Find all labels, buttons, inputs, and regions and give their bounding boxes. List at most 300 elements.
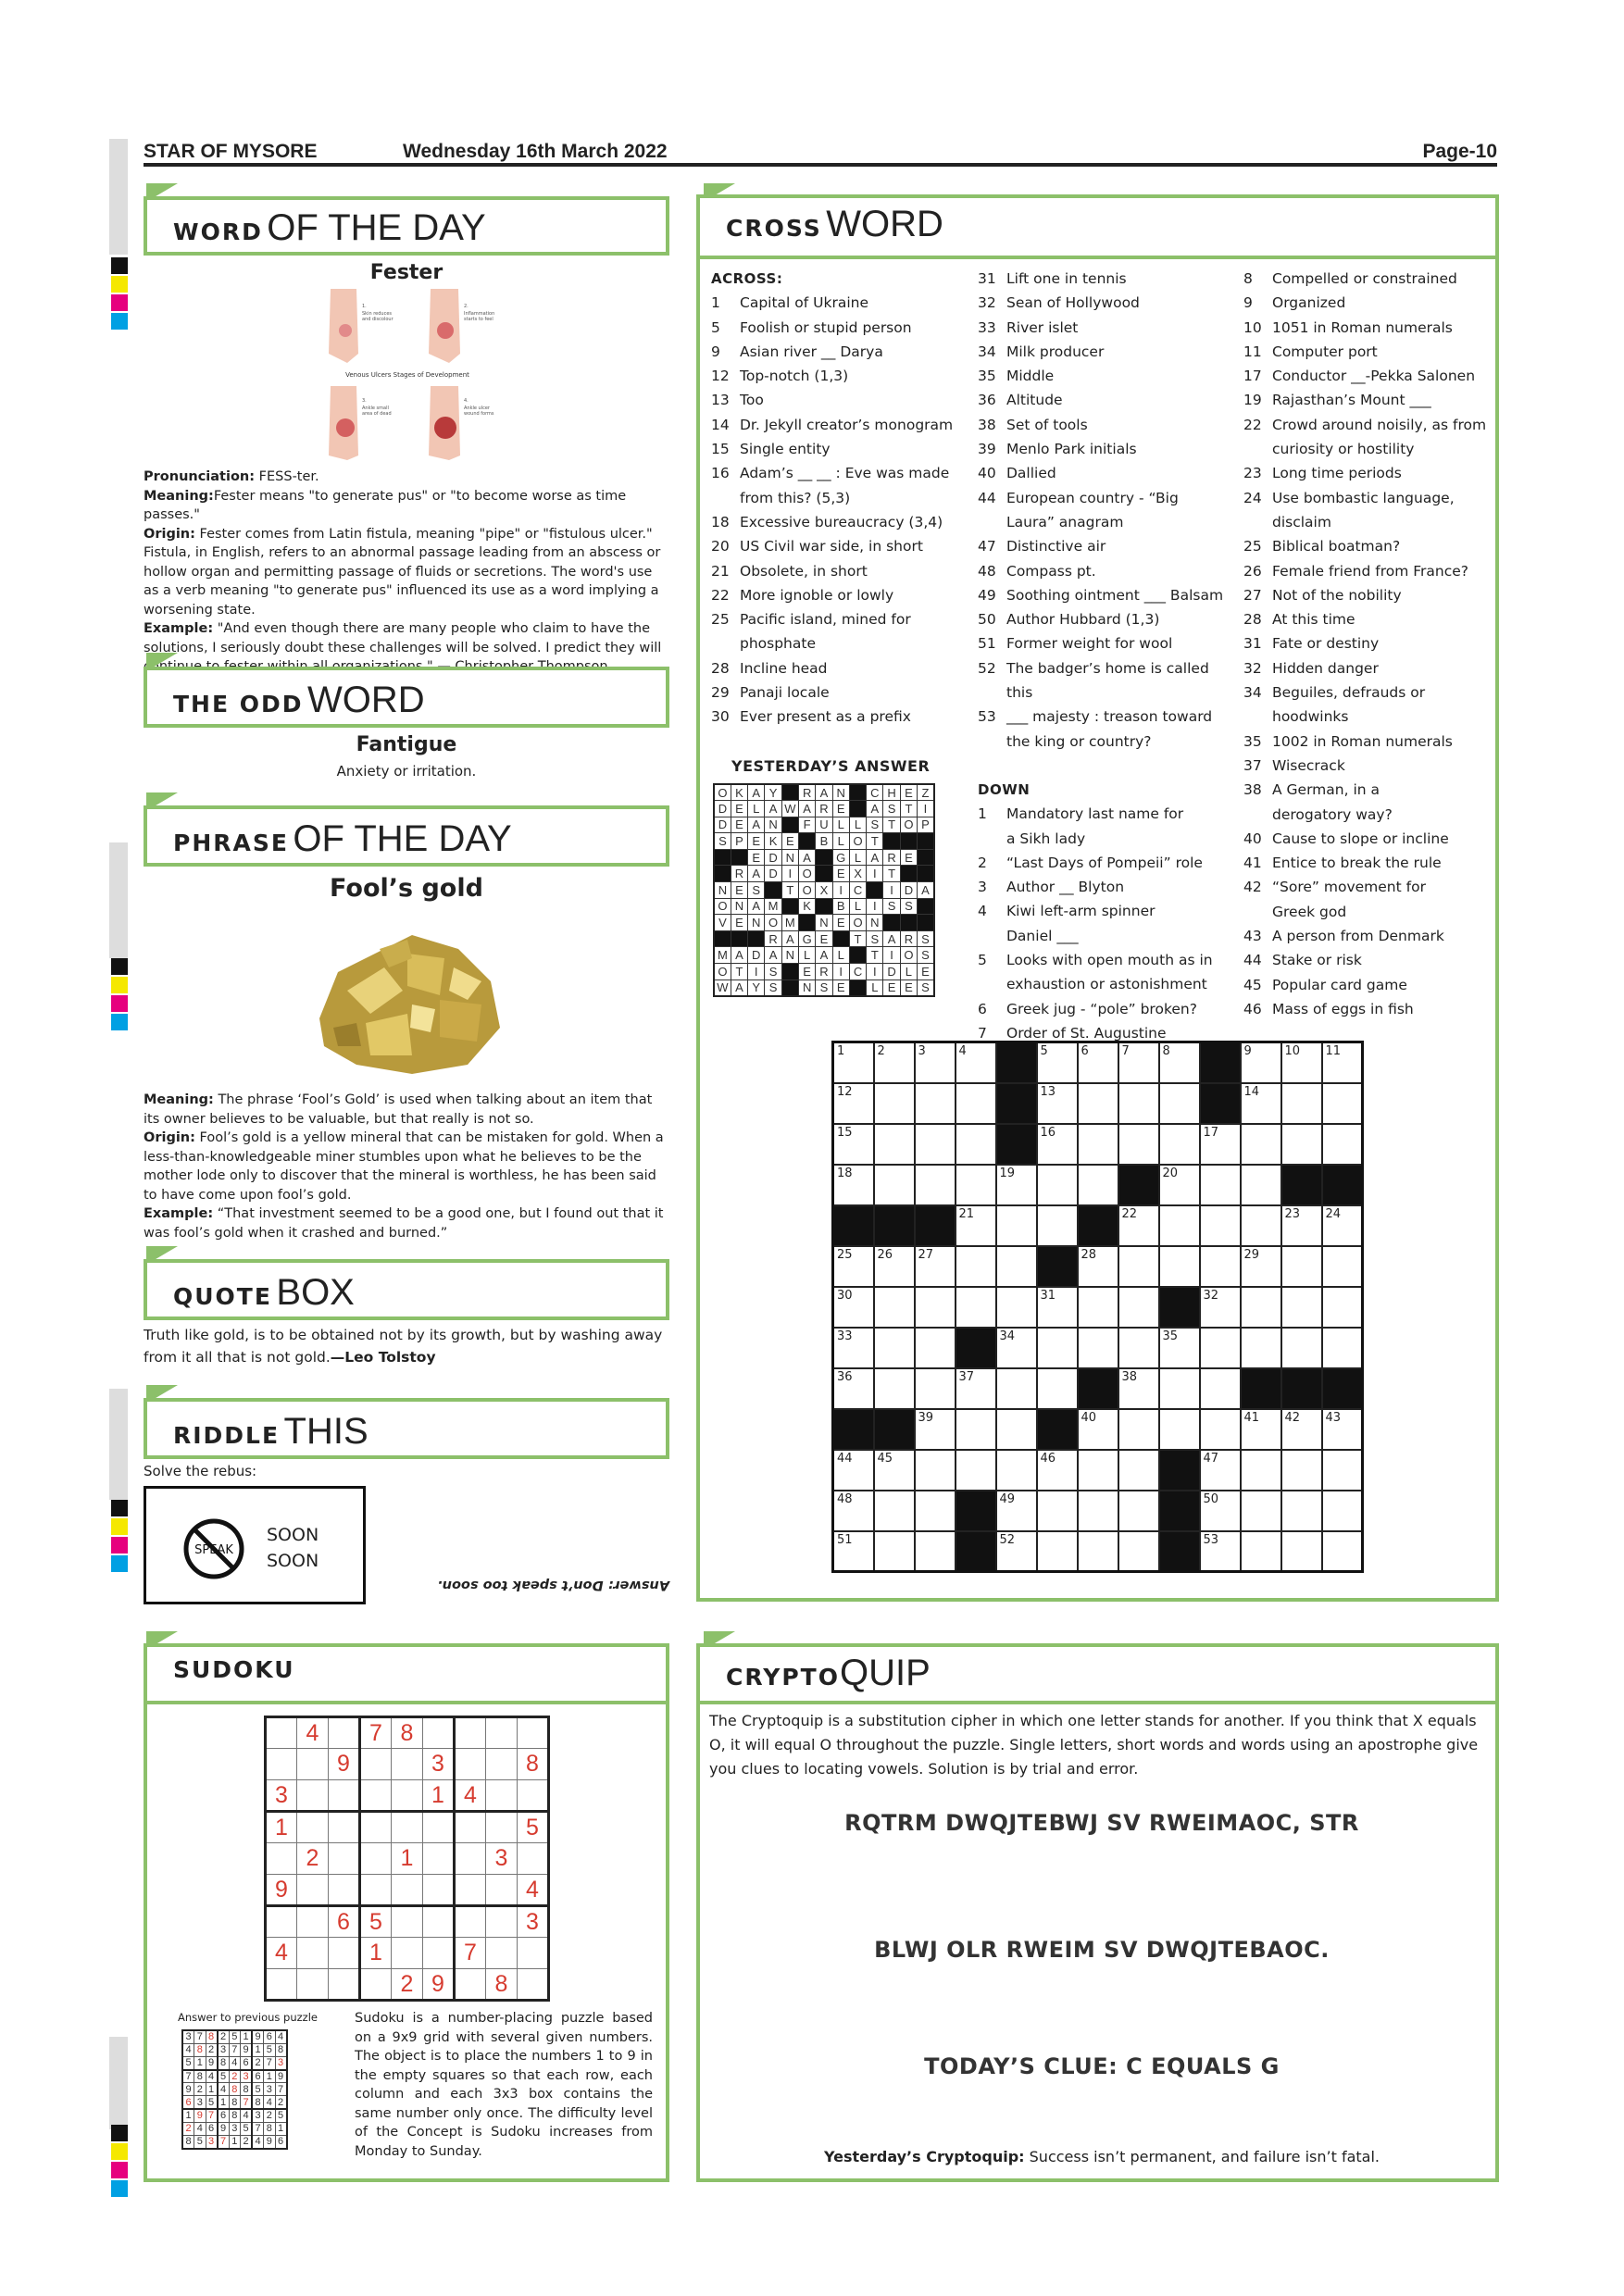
clue-number bbox=[978, 827, 1006, 851]
black-square bbox=[996, 1042, 1037, 1083]
sudoku-cell[interactable] bbox=[329, 1780, 360, 1812]
crossword-cell[interactable]: 35 bbox=[1159, 1328, 1200, 1368]
crossword-cell[interactable] bbox=[956, 1124, 996, 1165]
clue-number: 8 bbox=[1243, 270, 1253, 287]
clue-text: derogatory way? bbox=[1272, 805, 1393, 823]
crossword-cell[interactable]: 12 bbox=[833, 1083, 874, 1124]
sudoku-cell[interactable] bbox=[297, 1780, 329, 1812]
sudoku-cell[interactable] bbox=[486, 1938, 518, 1969]
crossword-cell[interactable]: 18 bbox=[833, 1165, 874, 1205]
answer-cell: E bbox=[731, 915, 747, 931]
sudoku-answer-cell: 3 bbox=[241, 2070, 253, 2083]
clue-number: 6 bbox=[978, 1000, 987, 1017]
sudoku-cell[interactable] bbox=[455, 1843, 486, 1875]
answer-cell: A bbox=[748, 898, 765, 915]
crossword-cell[interactable]: 28 bbox=[1078, 1246, 1118, 1287]
crossword-cell[interactable] bbox=[874, 1491, 915, 1531]
sudoku-cell: 1 bbox=[423, 1780, 455, 1812]
crossword-cell[interactable]: 22 bbox=[1118, 1205, 1159, 1246]
crossword-cell[interactable] bbox=[1281, 1531, 1322, 1572]
crossword-cell[interactable] bbox=[1200, 1409, 1241, 1450]
crossword-cell[interactable] bbox=[1241, 1165, 1281, 1205]
crossword-cell[interactable] bbox=[1037, 1531, 1078, 1572]
crossword-cell[interactable] bbox=[996, 1287, 1037, 1328]
black-square bbox=[900, 866, 917, 882]
clue bbox=[711, 340, 961, 364]
crossword-cell[interactable]: 53 bbox=[1200, 1531, 1241, 1572]
crossword-cell[interactable] bbox=[1241, 1491, 1281, 1531]
crossword-cell[interactable] bbox=[1078, 1165, 1118, 1205]
black-square bbox=[1078, 1205, 1118, 1246]
crossword-cell[interactable] bbox=[915, 1491, 956, 1531]
crossword-cell[interactable]: 27 bbox=[915, 1246, 956, 1287]
crossword-cell[interactable] bbox=[1200, 1165, 1241, 1205]
clue bbox=[1243, 754, 1493, 778]
crossword-cell[interactable] bbox=[1118, 1491, 1159, 1531]
sudoku-answer-cell: 3 bbox=[229, 2122, 241, 2135]
crossword-cell[interactable]: 29 bbox=[1241, 1246, 1281, 1287]
black-square bbox=[1159, 1491, 1200, 1531]
crossword-cell[interactable] bbox=[1078, 1287, 1118, 1328]
crossword-cell[interactable] bbox=[1078, 1450, 1118, 1491]
clue-text: At this time bbox=[1272, 611, 1355, 629]
crossword-cell[interactable] bbox=[1118, 1531, 1159, 1572]
sudoku-cell[interactable] bbox=[297, 1875, 329, 1906]
black-square bbox=[781, 964, 798, 980]
crossword-cell[interactable] bbox=[956, 1450, 996, 1491]
crossword-cell[interactable] bbox=[956, 1246, 996, 1287]
crossword-cell[interactable] bbox=[1037, 1491, 1078, 1531]
crossword-cell[interactable] bbox=[1078, 1083, 1118, 1124]
sudoku-answer-cell: 8 bbox=[206, 2030, 218, 2043]
clue-number: 46 bbox=[1243, 1000, 1262, 1017]
sudoku-cell[interactable] bbox=[486, 1780, 518, 1812]
sudoku-answer-cell: 4 bbox=[206, 2070, 218, 2083]
clue bbox=[1243, 997, 1493, 1021]
crossword-cell[interactable] bbox=[1322, 1083, 1363, 1124]
crossword-cell[interactable] bbox=[1159, 1246, 1200, 1287]
crossword-cell[interactable]: 9 bbox=[1241, 1042, 1281, 1083]
crossword-cell[interactable] bbox=[874, 1124, 915, 1165]
sudoku-cell[interactable] bbox=[455, 1749, 486, 1780]
answer-cell: A bbox=[867, 849, 883, 866]
crossword-cell[interactable]: 7 bbox=[1118, 1042, 1159, 1083]
crossword-cell[interactable]: 52 bbox=[996, 1531, 1037, 1572]
sudoku-cell: 9 bbox=[329, 1749, 360, 1780]
sudoku-cell[interactable] bbox=[423, 1843, 455, 1875]
sudoku-cell[interactable] bbox=[360, 1875, 392, 1906]
sudoku-answer-cell: 8 bbox=[194, 2043, 206, 2056]
answer-cell: T bbox=[781, 882, 798, 899]
crossword-cell[interactable]: 47 bbox=[1200, 1450, 1241, 1491]
black-square bbox=[956, 1328, 996, 1368]
sudoku-cell[interactable] bbox=[518, 1969, 549, 2001]
crossword-cell[interactable] bbox=[956, 1287, 996, 1328]
clue-text: European country - “Big bbox=[1006, 489, 1179, 506]
crossword-cell[interactable] bbox=[915, 1124, 956, 1165]
black-square bbox=[798, 915, 815, 931]
crossword-cell[interactable] bbox=[1159, 1205, 1200, 1246]
crossword-cell[interactable]: 19 bbox=[996, 1165, 1037, 1205]
crossword-cell[interactable] bbox=[996, 1246, 1037, 1287]
crossword-cell[interactable] bbox=[1322, 1531, 1363, 1572]
clue bbox=[1243, 803, 1493, 827]
sudoku-cell[interactable] bbox=[297, 1938, 329, 1969]
answer-cell: S bbox=[714, 833, 731, 850]
clue-text: Laura” anagram bbox=[1006, 513, 1124, 530]
crossword-cell[interactable]: 51 bbox=[833, 1531, 874, 1572]
crossword-cell[interactable] bbox=[1322, 1124, 1363, 1165]
crossword-cell[interactable]: 38 bbox=[1118, 1368, 1159, 1409]
word-of-day-header bbox=[144, 196, 669, 256]
sudoku-cell[interactable] bbox=[297, 1906, 329, 1938]
crossword-cell[interactable]: 48 bbox=[833, 1491, 874, 1531]
clue-text: Order of St. Augustine bbox=[1006, 1024, 1167, 1042]
crossword-cell[interactable] bbox=[956, 1165, 996, 1205]
clue-text: Kiwi left-arm spinner bbox=[1006, 903, 1156, 920]
sudoku-cell[interactable] bbox=[329, 1875, 360, 1906]
clue-number bbox=[1243, 705, 1272, 729]
clue bbox=[711, 559, 961, 583]
sudoku-cell[interactable] bbox=[486, 1812, 518, 1843]
sudoku-cell[interactable] bbox=[266, 1906, 297, 1938]
crossword-cell[interactable]: 25 bbox=[833, 1246, 874, 1287]
answer-cell: A bbox=[731, 947, 747, 964]
origin: Fester comes from Latin fistula, meaning "pipe" or "fistulous ulcer." Fistula, in English, refers to an abnormal passage leading from an abscess or hollow organ and permitting passage of fluids or secretions. The word's use as a verb meaning "to generate pus" influenced its use as a word implying a worsening state. bbox=[144, 526, 661, 618]
crossword-cell[interactable] bbox=[1118, 1124, 1159, 1165]
clue-text: Crowd around noisily, as from bbox=[1272, 416, 1487, 433]
sudoku-cell[interactable] bbox=[455, 1906, 486, 1938]
clue bbox=[1243, 486, 1493, 510]
sudoku-cell[interactable] bbox=[360, 1780, 392, 1812]
answer-cell: E bbox=[832, 915, 849, 931]
crossword-cell[interactable] bbox=[874, 1287, 915, 1328]
crossword-cell[interactable] bbox=[1159, 1368, 1200, 1409]
crossword-cell[interactable] bbox=[915, 1531, 956, 1572]
crossword-cell[interactable] bbox=[996, 1450, 1037, 1491]
sudoku-cell[interactable] bbox=[423, 1906, 455, 1938]
crossword-cell[interactable]: 32 bbox=[1200, 1287, 1241, 1328]
sudoku-cell[interactable] bbox=[329, 1969, 360, 2001]
sudoku-cell[interactable] bbox=[486, 1717, 518, 1749]
sudoku-cell[interactable] bbox=[266, 1717, 297, 1749]
crossword-cell[interactable] bbox=[1078, 1491, 1118, 1531]
clue-text: Single entity bbox=[740, 441, 831, 458]
crossword-cell[interactable]: 30 bbox=[833, 1287, 874, 1328]
clue-text: Panaji locale bbox=[740, 684, 830, 702]
answer-cell: E bbox=[883, 980, 900, 996]
clue bbox=[711, 656, 961, 680]
sudoku-answer-cell: 1 bbox=[275, 2122, 287, 2135]
sudoku-cell[interactable] bbox=[455, 1812, 486, 1843]
crossword-cell[interactable]: 1 bbox=[833, 1042, 874, 1083]
clue-text: Compass pt. bbox=[1006, 562, 1096, 580]
sudoku-cell[interactable] bbox=[329, 1717, 360, 1749]
crossword-cell[interactable] bbox=[1241, 1205, 1281, 1246]
clue bbox=[1243, 631, 1493, 655]
crossword-cell[interactable]: 20 bbox=[1159, 1165, 1200, 1205]
crossword-cell[interactable] bbox=[996, 1409, 1037, 1450]
sudoku-cell[interactable] bbox=[266, 1843, 297, 1875]
quote-header bbox=[144, 1259, 669, 1320]
crossword-cell[interactable]: 39 bbox=[915, 1409, 956, 1450]
crossword-cell[interactable]: 2 bbox=[874, 1042, 915, 1083]
crossword-cell[interactable]: 24 bbox=[1322, 1205, 1363, 1246]
clue-text: exhaustion or astonishment bbox=[1006, 976, 1207, 993]
clue bbox=[978, 388, 1232, 412]
answer-cell: A bbox=[748, 784, 765, 801]
crossword-cell[interactable] bbox=[1118, 1246, 1159, 1287]
crossword-cell[interactable] bbox=[874, 1531, 915, 1572]
sudoku-cell[interactable] bbox=[392, 1938, 423, 1969]
crossword-cell[interactable]: 41 bbox=[1241, 1409, 1281, 1450]
clue-text: Popular card game bbox=[1272, 976, 1407, 993]
answer-cell: E bbox=[900, 784, 917, 801]
crossword-cell[interactable] bbox=[915, 1450, 956, 1491]
meaning: The phrase ‘Fool’s Gold’ is used when talking about an item that its owner believes to be valuable, but that really is not so. bbox=[144, 1092, 653, 1127]
answer-cell: S bbox=[883, 801, 900, 817]
sudoku-cell[interactable] bbox=[266, 1749, 297, 1780]
crossword-cell[interactable]: 26 bbox=[874, 1246, 915, 1287]
crossword-cell[interactable] bbox=[1200, 1205, 1241, 1246]
crossword-cell[interactable] bbox=[1118, 1287, 1159, 1328]
crossword-cell[interactable] bbox=[1078, 1124, 1118, 1165]
sudoku-cell[interactable] bbox=[392, 1906, 423, 1938]
riddle-prompt: Solve the rebus: bbox=[144, 1463, 257, 1479]
clue bbox=[978, 948, 1232, 972]
crossword-cell[interactable]: 15 bbox=[833, 1124, 874, 1165]
sudoku-cell[interactable] bbox=[297, 1749, 329, 1780]
crossword-cell[interactable]: 46 bbox=[1037, 1450, 1078, 1491]
clue-number: 7 bbox=[978, 1024, 987, 1042]
crossword-cell[interactable] bbox=[915, 1287, 956, 1328]
sudoku-cell[interactable] bbox=[486, 1906, 518, 1938]
crossword-cell[interactable] bbox=[915, 1328, 956, 1368]
crossword-cell[interactable]: 43 bbox=[1322, 1409, 1363, 1450]
clue-text: Foolish or stupid person bbox=[740, 318, 912, 336]
clue bbox=[1243, 583, 1493, 607]
black-square bbox=[714, 930, 731, 947]
sudoku-cell[interactable] bbox=[518, 1780, 549, 1812]
sudoku-answer-cell: 6 bbox=[241, 2056, 253, 2069]
crossword-cell[interactable]: 37 bbox=[956, 1368, 996, 1409]
crossword-cell[interactable]: 3 bbox=[915, 1042, 956, 1083]
clue-text: Beguiles, defrauds or bbox=[1272, 684, 1426, 702]
clue-number: 34 bbox=[1243, 684, 1262, 702]
sudoku-cell[interactable] bbox=[266, 1969, 297, 2001]
crossword-cell[interactable]: 50 bbox=[1200, 1491, 1241, 1531]
crossword-cell[interactable] bbox=[1200, 1328, 1241, 1368]
clue-text: Altitude bbox=[1006, 392, 1063, 409]
sudoku-cell[interactable] bbox=[329, 1938, 360, 1969]
crossword-cell[interactable] bbox=[915, 1368, 956, 1409]
crossword-cell[interactable]: 4 bbox=[956, 1042, 996, 1083]
crossword-cell[interactable] bbox=[874, 1083, 915, 1124]
crossword-cell[interactable] bbox=[1241, 1450, 1281, 1491]
crossword-cell[interactable] bbox=[1118, 1083, 1159, 1124]
black-square bbox=[849, 947, 866, 964]
crossword-cell[interactable]: 36 bbox=[833, 1368, 874, 1409]
crossword-cell[interactable] bbox=[874, 1165, 915, 1205]
crossword-cell[interactable] bbox=[996, 1368, 1037, 1409]
crossword-cell[interactable]: 45 bbox=[874, 1450, 915, 1491]
crossword-cell[interactable] bbox=[915, 1083, 956, 1124]
sudoku-cell[interactable] bbox=[360, 1749, 392, 1780]
clue-number: 32 bbox=[978, 294, 996, 312]
crossword-cell[interactable] bbox=[1281, 1246, 1322, 1287]
sudoku-cell[interactable] bbox=[360, 1843, 392, 1875]
svg-text:Ankle small: Ankle small bbox=[362, 406, 389, 411]
clue-number: 53 bbox=[978, 708, 996, 726]
crossword-cell[interactable]: 5 bbox=[1037, 1042, 1078, 1083]
crossword-cell[interactable]: 10 bbox=[1281, 1042, 1322, 1083]
crossword-cell[interactable]: 21 bbox=[956, 1205, 996, 1246]
sudoku-cell[interactable] bbox=[486, 1749, 518, 1780]
crossword-cell[interactable] bbox=[1037, 1165, 1078, 1205]
crossword-cell[interactable] bbox=[1159, 1083, 1200, 1124]
crossword-cell[interactable] bbox=[1078, 1328, 1118, 1368]
crossword-cell[interactable]: 13 bbox=[1037, 1083, 1078, 1124]
sudoku-cell[interactable] bbox=[392, 1812, 423, 1843]
crossword-cell[interactable] bbox=[1241, 1287, 1281, 1328]
edge-strip-mid bbox=[109, 842, 128, 958]
sudoku-cell[interactable] bbox=[392, 1749, 423, 1780]
black-square bbox=[765, 882, 781, 899]
sudoku-cell[interactable] bbox=[329, 1843, 360, 1875]
crossword-cell[interactable]: 8 bbox=[1159, 1042, 1200, 1083]
crossword-cell[interactable] bbox=[874, 1328, 915, 1368]
clue bbox=[711, 413, 961, 437]
crossword-cell[interactable] bbox=[1322, 1328, 1363, 1368]
sudoku-cell[interactable] bbox=[518, 1938, 549, 1969]
black-square bbox=[1200, 1042, 1241, 1083]
sudoku-cell: 3 bbox=[486, 1843, 518, 1875]
crossword-cell[interactable] bbox=[1159, 1409, 1200, 1450]
crossword-grid bbox=[831, 1041, 1364, 1573]
sudoku-answer-cell: 7 bbox=[182, 2070, 194, 2083]
sudoku-cell[interactable] bbox=[423, 1812, 455, 1843]
sudoku-cell[interactable] bbox=[297, 1969, 329, 2001]
crossword-cell[interactable] bbox=[1322, 1246, 1363, 1287]
crossword-cell[interactable] bbox=[1322, 1450, 1363, 1491]
crossword-cell[interactable] bbox=[1281, 1491, 1322, 1531]
sudoku-cell[interactable] bbox=[423, 1938, 455, 1969]
sudoku-answer-cell: 2 bbox=[229, 2070, 241, 2083]
crossword-cell[interactable] bbox=[874, 1368, 915, 1409]
down-heading: DOWN bbox=[978, 780, 1031, 798]
crossword-cell[interactable]: 31 bbox=[1037, 1287, 1078, 1328]
crossword-cell[interactable] bbox=[1241, 1124, 1281, 1165]
black-square bbox=[874, 1205, 915, 1246]
sudoku-cell[interactable] bbox=[486, 1875, 518, 1906]
crossword-cell[interactable] bbox=[1037, 1205, 1078, 1246]
crossword-cell[interactable] bbox=[996, 1205, 1037, 1246]
sudoku-cell[interactable] bbox=[329, 1812, 360, 1843]
clue-text: Dr. Jekyll creator’s monogram bbox=[740, 416, 954, 433]
sudoku-cell[interactable] bbox=[423, 1875, 455, 1906]
sudoku-cell[interactable] bbox=[392, 1875, 423, 1906]
crossword-cell[interactable] bbox=[1200, 1368, 1241, 1409]
crossword-cell[interactable] bbox=[1322, 1287, 1363, 1328]
crossword-cell[interactable] bbox=[1159, 1124, 1200, 1165]
crossword-cell[interactable] bbox=[1281, 1124, 1322, 1165]
sudoku-answer-cell: 2 bbox=[218, 2030, 230, 2043]
crossword-cell[interactable]: 17 bbox=[1200, 1124, 1241, 1165]
sudoku-cell: 5 bbox=[518, 1812, 549, 1843]
sudoku-answer-cell: 5 bbox=[194, 2136, 206, 2149]
clue bbox=[978, 607, 1232, 631]
crossword-cell[interactable] bbox=[1118, 1450, 1159, 1491]
crossword-cell[interactable] bbox=[915, 1165, 956, 1205]
sudoku-cell[interactable] bbox=[455, 1875, 486, 1906]
crossword-cell[interactable] bbox=[1078, 1531, 1118, 1572]
clue-text: “Sore” movement for bbox=[1272, 879, 1426, 896]
sudoku-cell[interactable] bbox=[455, 1717, 486, 1749]
crossword-cell[interactable] bbox=[956, 1409, 996, 1450]
svg-text:wound forms: wound forms bbox=[464, 411, 494, 417]
sudoku-cell[interactable] bbox=[360, 1969, 392, 2001]
crossword-cell[interactable] bbox=[1200, 1246, 1241, 1287]
sudoku-answer-cell: 7 bbox=[275, 2083, 287, 2096]
crossword-cell[interactable]: 44 bbox=[833, 1450, 874, 1491]
sudoku-cell[interactable] bbox=[392, 1780, 423, 1812]
crossword-cell[interactable]: 11 bbox=[1322, 1042, 1363, 1083]
crossword-cell[interactable] bbox=[1241, 1328, 1281, 1368]
clue-number: 44 bbox=[978, 489, 996, 506]
sudoku-cell[interactable] bbox=[518, 1843, 549, 1875]
sudoku-cell[interactable] bbox=[360, 1812, 392, 1843]
crossword-cell[interactable] bbox=[1241, 1531, 1281, 1572]
section-title-a: QUOTE bbox=[173, 1283, 272, 1310]
crossword-cell[interactable]: 40 bbox=[1078, 1409, 1118, 1450]
crossword-cell[interactable] bbox=[1118, 1409, 1159, 1450]
answer-cell: A bbox=[798, 849, 815, 866]
crossword-cell[interactable]: 49 bbox=[996, 1491, 1037, 1531]
crossword-cell[interactable] bbox=[956, 1083, 996, 1124]
sudoku-answer-label: Answer to previous puzzle bbox=[178, 2011, 318, 2024]
clue-text: Author Hubbard (1,3) bbox=[1006, 611, 1160, 629]
sudoku-cell[interactable] bbox=[455, 1969, 486, 2001]
crossword-cell[interactable]: 33 bbox=[833, 1328, 874, 1368]
crossword-cell[interactable]: 6 bbox=[1078, 1042, 1118, 1083]
crossword-cell[interactable]: 14 bbox=[1241, 1083, 1281, 1124]
crossword-cell[interactable] bbox=[1118, 1328, 1159, 1368]
clue-number: 18 bbox=[711, 513, 730, 530]
odd-word: Fantigue bbox=[356, 733, 457, 756]
crossword-cell[interactable] bbox=[1281, 1328, 1322, 1368]
black-square bbox=[832, 930, 849, 947]
crossword-cell[interactable] bbox=[1322, 1491, 1363, 1531]
sudoku-cell[interactable] bbox=[423, 1717, 455, 1749]
black-square bbox=[798, 833, 815, 850]
sudoku-cell[interactable] bbox=[297, 1812, 329, 1843]
crossword-cell[interactable]: 42 bbox=[1281, 1409, 1322, 1450]
crossword-cell[interactable] bbox=[1037, 1368, 1078, 1409]
sudoku-answer-cell: 6 bbox=[252, 2070, 264, 2083]
crossword-cell[interactable] bbox=[1281, 1450, 1322, 1491]
sudoku-cell[interactable] bbox=[518, 1717, 549, 1749]
clue bbox=[978, 899, 1232, 923]
sudoku-answer-cell: 8 bbox=[264, 2122, 276, 2135]
crossword-cell[interactable] bbox=[1037, 1328, 1078, 1368]
clue-number: 5 bbox=[978, 952, 987, 969]
crossword-cell[interactable] bbox=[1281, 1287, 1322, 1328]
crossword-cell[interactable]: 16 bbox=[1037, 1124, 1078, 1165]
crossword-cell[interactable] bbox=[1281, 1083, 1322, 1124]
crossword-cell[interactable]: 23 bbox=[1281, 1205, 1322, 1246]
crossword-cell[interactable]: 34 bbox=[996, 1328, 1037, 1368]
answer-cell: S bbox=[765, 964, 781, 980]
